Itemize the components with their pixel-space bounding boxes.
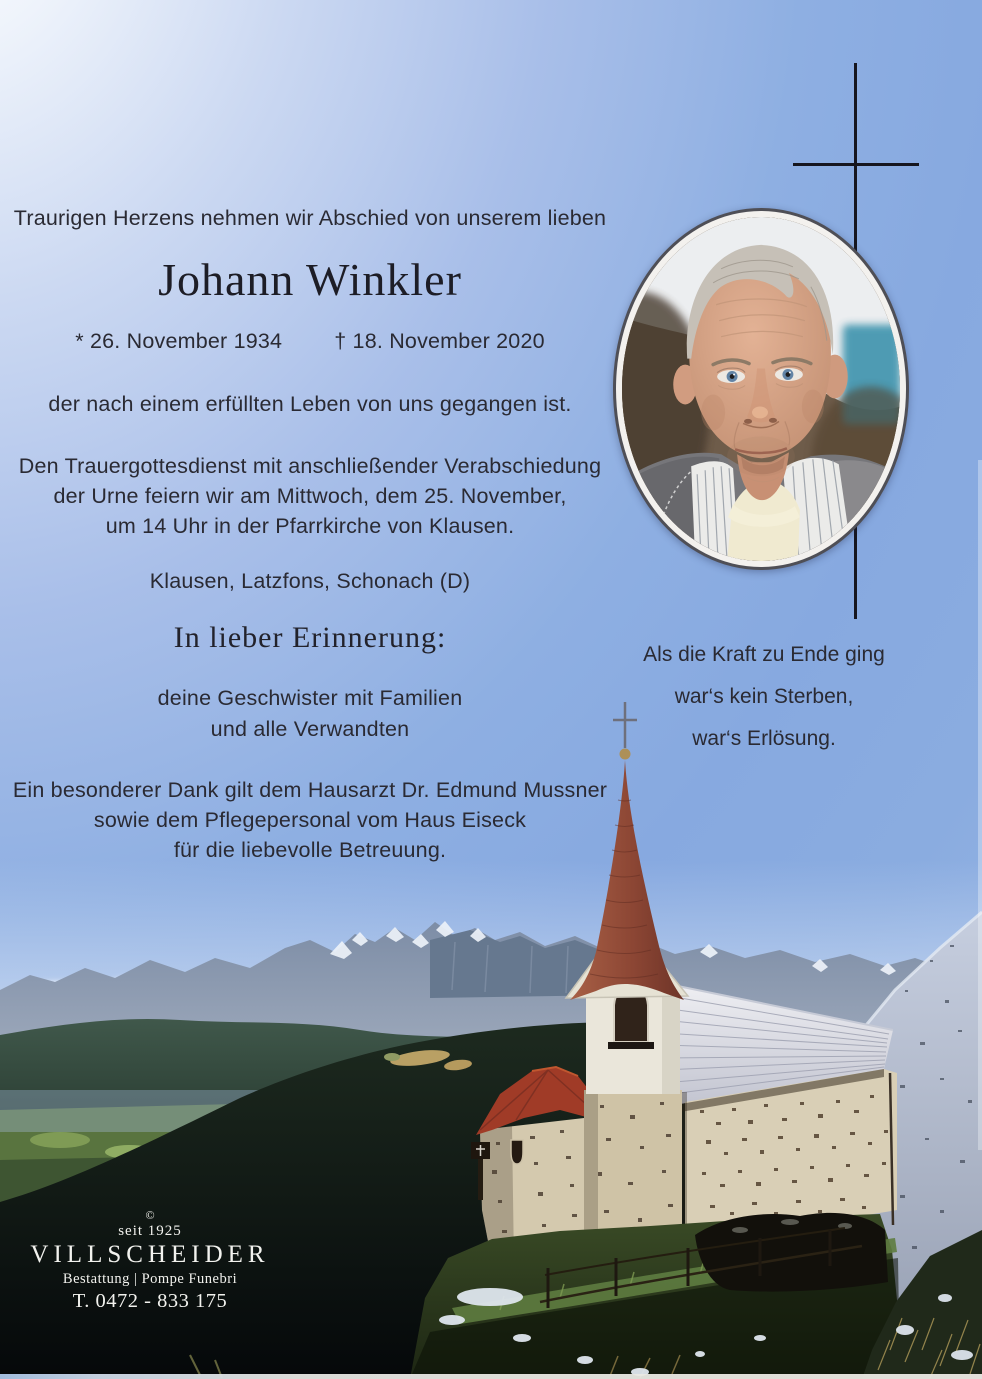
life-dates (0, 326, 620, 356)
deceased-name: Johann Winkler (158, 254, 462, 305)
funeral-home-since: seit 1925 (118, 1223, 182, 1239)
funeral-home-subtitle: Bestattung | Pompe Funebri (62, 1271, 238, 1287)
portrait-photo (622, 217, 900, 561)
announcement-intro: Traurigen Herzens nehmen wir Abschied von unserem lieben (13, 206, 607, 230)
death-date: † 18. November 2020 (334, 329, 545, 353)
thanks-line: für die liebevolle Betreuung. (173, 838, 447, 862)
poem-line: Als die Kraft zu Ende ging (643, 643, 885, 666)
portrait-illustration (622, 217, 900, 561)
portrait-photo-frame (613, 208, 909, 570)
mourners-line: deine Geschwister mit Familien (157, 686, 463, 710)
poem-line: war‘s kein Sterben, (674, 685, 854, 708)
thanks-line: Ein besonderer Dank gilt dem Hausarzt Dr. Edmund Mussner (12, 778, 608, 802)
service-line: um 14 Uhr in der Pfarrkirche von Klausen. (105, 514, 515, 538)
birth-date: * 26. November 1934 (75, 329, 283, 353)
apse-window (511, 1140, 523, 1164)
poem-line: war‘s Erlösung. (692, 727, 836, 750)
mourners-line: und alle Verwandten (210, 717, 410, 741)
service-info (0, 451, 620, 541)
scan-edge-right (978, 460, 982, 1150)
service-line: der Urne feiern wir am Mittwoch, dem 25. November, (53, 484, 567, 508)
memorial-cross-icon-arm (793, 163, 919, 166)
funeral-home-phone: T. 0472 - 833 175 (72, 1290, 228, 1312)
funeral-home-name: VILLSCHEIDER (30, 1241, 270, 1268)
thanks-line: sowie dem Pflegepersonal vom Haus Eiseck (93, 808, 527, 832)
funeral-home-logo (30, 1208, 270, 1313)
poem (615, 634, 913, 760)
memory-heading: In lieber Erinnerung: (173, 621, 447, 654)
mourners (0, 683, 620, 745)
copyright-symbol: © (145, 1208, 155, 1222)
scan-edge-bottom (0, 1374, 982, 1379)
life-line: der nach einem erfüllten Leben von uns gegangen ist. (48, 392, 572, 416)
places-line: Klausen, Latzfons, Schonach (D) (149, 569, 471, 593)
thanks (0, 775, 620, 865)
service-line: Den Trauergottesdienst mit anschließender Verabschiedung (18, 454, 602, 478)
